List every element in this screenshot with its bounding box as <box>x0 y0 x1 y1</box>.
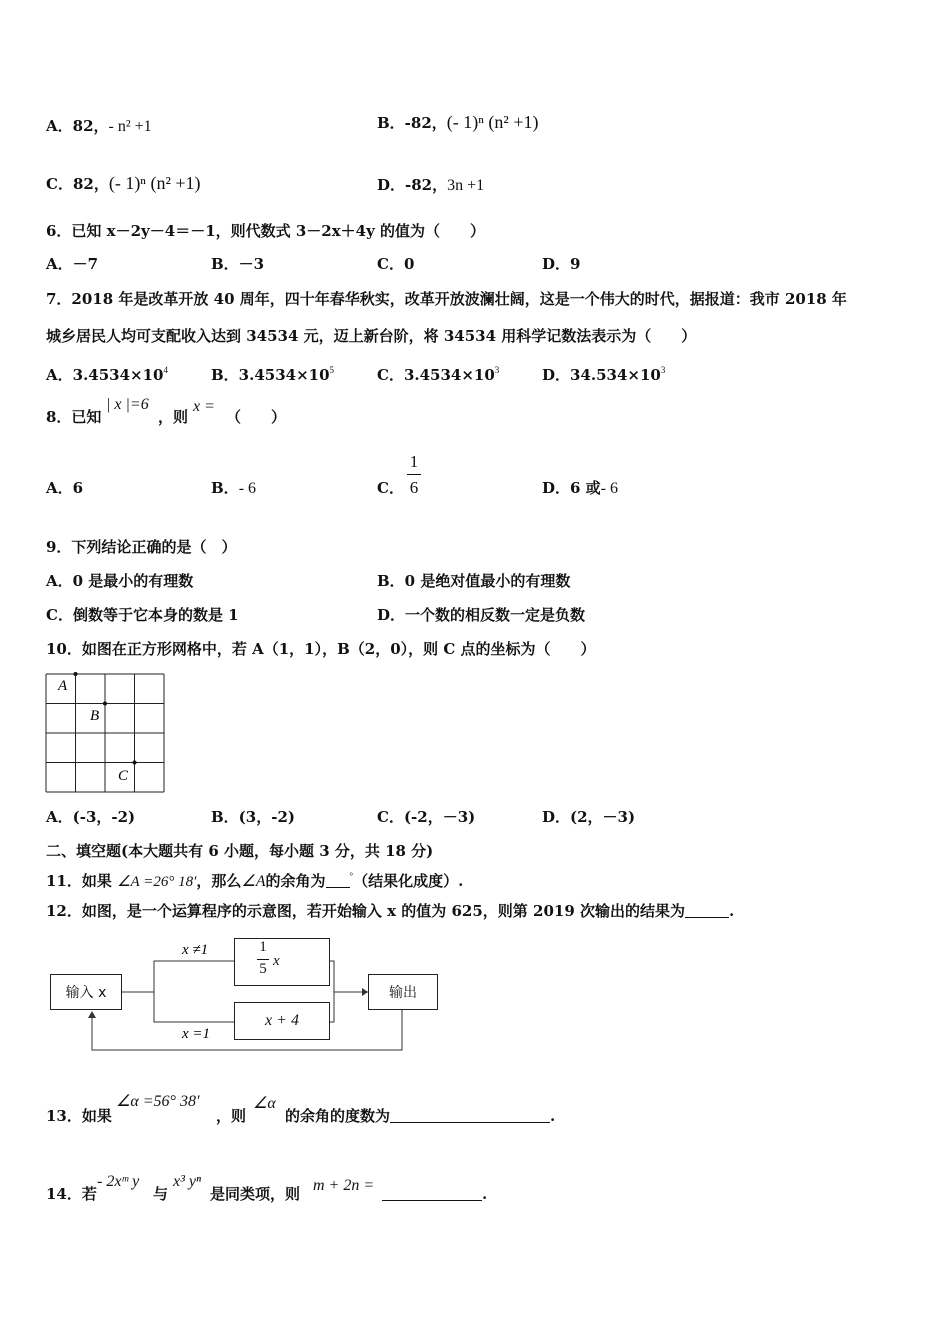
q5-option-c[interactable]: C．82，(- 1)ⁿ (n² +1) <box>46 173 201 193</box>
section-2-title: 二、填空题(本大题共有 6 小题，每小题 3 分，共 18 分) <box>46 842 434 860</box>
q6-option-a[interactable]: A．－7 <box>46 255 99 273</box>
q11-line: 11．如果 ∠A =26° 18′，那么∠A的余角为 °（结果化成度）. <box>46 871 464 890</box>
flow-top-box <box>234 938 330 986</box>
q13-expr2: ∠α <box>253 1095 276 1112</box>
q13-prefix: 13．如果 <box>46 1107 112 1125</box>
q7-option-d[interactable]: D．$34.534\times 10^3$ <box>542 365 666 384</box>
grid-label-c: C <box>118 768 129 784</box>
q14-expr2: x³ yⁿ <box>173 1173 202 1190</box>
q14-expr1: - 2xᵐ y <box>97 1173 140 1190</box>
grid-label-a: A <box>58 678 68 694</box>
q11-expr2: ∠A <box>241 873 266 890</box>
q8-option-c-label[interactable]: C． <box>377 479 404 497</box>
q8-mid: ，则 <box>158 408 189 426</box>
q9-stem: 9．下列结论正确的是（ ） <box>46 538 237 556</box>
q5-a-expr: - n² +1 <box>108 118 152 135</box>
q12-stem-line: 12．如图，是一个运算程序的示意图，若开始输入 x 的值为 625，则第 2019 次输出的结果为 . <box>46 902 735 920</box>
q8-c-fraction-bar <box>407 474 421 475</box>
q5-d-expr: 3n +1 <box>447 177 485 194</box>
q11-expr: ∠A =26° 18′ <box>117 874 197 890</box>
q14-mid: 与 <box>153 1185 169 1203</box>
q7-stem-line1: 7．2018 年是改革开放 40 周年，四十年春华秋实，改革开放波澜壮阔，这是一个伟大的时代，据报道：我市 2018 年 <box>46 290 847 308</box>
q9-option-c[interactable]: C．倒数等于它本身的数是 1 <box>46 606 239 624</box>
q10-option-d[interactable]: D．(2，－3) <box>542 808 636 826</box>
q13-answer-blank[interactable] <box>390 1122 550 1123</box>
q8-suffix: （ ） <box>226 408 287 426</box>
q5-b-expr: (- 1)ⁿ (n² +1) <box>446 112 539 132</box>
q6-option-c[interactable]: C．0 <box>377 255 415 273</box>
q10-stem: 10．如图在正方形网格中，若 A（1，1），B（2，0），则 C 点的坐标为（ ） <box>46 640 596 658</box>
q8-option-a[interactable]: A．6 <box>46 479 84 497</box>
q7-stem-line2: 城乡居民人均可支配收入达到 34534 元，迈上新台阶，将 34534 用科学记数法表示为（ ） <box>46 327 697 345</box>
q8-c-numerator: 1 <box>409 452 419 471</box>
q5-option-a[interactable]: A．82，- n² +1 <box>46 117 152 135</box>
flow-top-num: 1 <box>259 939 267 955</box>
q8-c-denominator: 6 <box>409 478 419 497</box>
q5-option-b[interactable]: B．-82，(- 1)ⁿ (n² +1) <box>377 112 539 132</box>
flow-top-var: x <box>273 953 280 969</box>
q14-prefix: 14．若 <box>46 1185 97 1203</box>
q10-option-b[interactable]: B．(3，-2) <box>211 808 295 826</box>
q14-answer-blank[interactable] <box>382 1200 482 1201</box>
flow-cond-bottom: x =1 <box>182 1026 211 1042</box>
flow-input-box: 输入 x <box>50 974 122 1010</box>
q10-option-a[interactable]: A．(-3，-2) <box>46 808 136 826</box>
q14-text: 是同类项，则 <box>210 1185 301 1203</box>
q13-expr: ∠α =56° 38′ <box>116 1093 200 1110</box>
q13-suffix-line: 的余角的度数为 . <box>285 1107 556 1125</box>
q8-cond: | x |=6 <box>106 396 149 413</box>
q7-option-a[interactable]: A．$3.4534\times 10^4$ <box>46 365 168 384</box>
point-a-dot <box>74 672 78 676</box>
q13-mid: ，则 <box>216 1107 247 1125</box>
point-c-dot <box>133 761 137 765</box>
q10-option-c[interactable]: C．(-2，－3) <box>377 808 476 826</box>
flow-top-den: 5 <box>259 961 267 977</box>
q10-grid-figure <box>44 672 168 796</box>
q8-option-d[interactable]: D．6 或- 6 <box>542 479 618 497</box>
flow-output-box: 输出 <box>368 974 438 1010</box>
q7-option-c[interactable]: C．$3.4534\times 10^3$ <box>377 365 500 384</box>
flow-bottom-box: x + 4 <box>234 1002 330 1040</box>
flow-cond-top: x ≠1 <box>182 942 209 958</box>
q8-option-b[interactable]: B．- 6 <box>211 479 257 497</box>
q9-option-a[interactable]: A．0 是最小的有理数 <box>46 572 194 590</box>
q9-option-b[interactable]: B．0 是绝对值最小的有理数 <box>377 572 571 590</box>
q7-option-b[interactable]: B．$3.4534\times 10^5$ <box>211 365 335 384</box>
q11-answer-blank[interactable] <box>326 887 350 888</box>
point-b-dot <box>103 702 107 706</box>
q12-answer-blank[interactable] <box>685 917 729 918</box>
q8-prefix: 8．已知 <box>46 408 102 426</box>
q14-answer-line: . <box>382 1184 487 1204</box>
q9-option-d[interactable]: D．一个数的相反数一定是负数 <box>377 606 586 624</box>
grid-label-b: B <box>90 708 100 724</box>
q5-c-expr: (- 1)ⁿ (n² +1) <box>108 173 201 193</box>
flow-top-fraction-bar <box>257 959 269 960</box>
q6-option-d[interactable]: D．9 <box>542 255 581 273</box>
q6-stem: 6．已知 x－2y－4＝－1，则代数式 3－2x＋4y 的值为（ ） <box>46 222 486 240</box>
q14-expr3: m + 2n = <box>313 1177 375 1194</box>
q5-option-d[interactable]: D．-82，3n +1 <box>377 176 485 194</box>
q6-option-b[interactable]: B．－3 <box>211 255 265 273</box>
q8-expr: x = <box>193 398 215 415</box>
